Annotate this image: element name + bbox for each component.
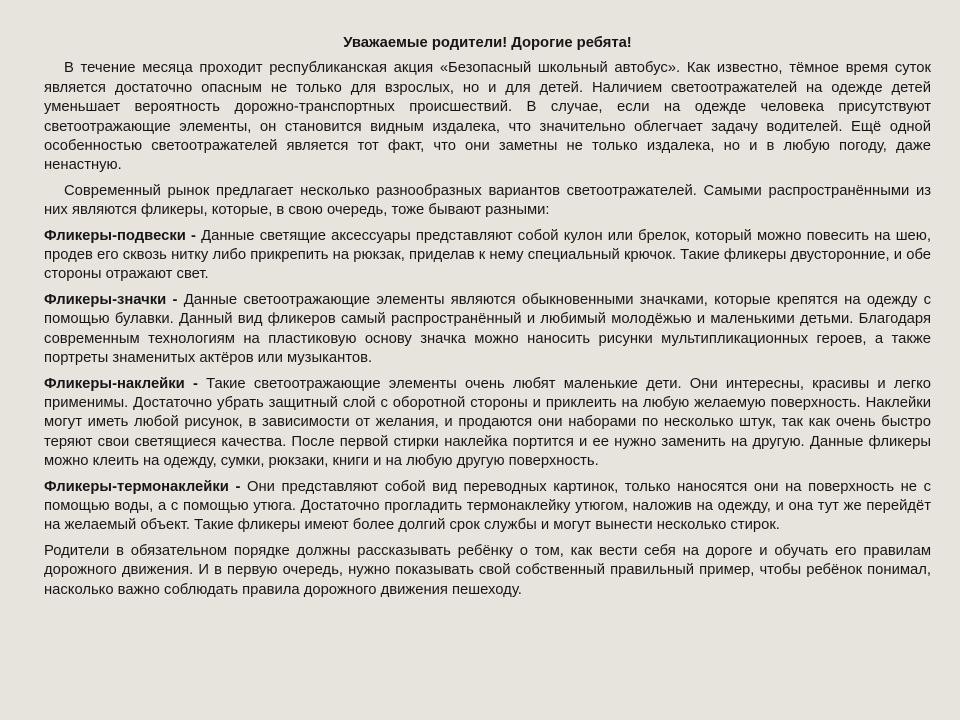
document-title: Уважаемые родители! Дорогие ребята! [343,35,632,51]
section-text-thermo-stickers: Они представляют собой вид переводных картинок, только наносятся они на поверхность не с помощью воды, а с помощью утюга. Достаточно прогладить термонаклейку утюгом, наложив на одежду, и она тут же перейдёт на желаемый объект. Такие фликеры имеют более долгий срок службы и могут вынести несколько стирок. [44,478,931,534]
section-badges [44,291,931,369]
section-text-stickers: Такие светоотражающие элементы очень любят маленькие дети. Они интересны, красивы и легко применимы. Достаточно убрать защитный слой с оборотной стороны и приклеить на любую желаемую поверхность. Наклейки могут иметь любой рисунок, в зависимости от желания, и продаются они наборами по несколько штук, так как очень быстро теряют свои светящиеся качества. После первой стирки наклейка портится и ее нужно заменить на другую. Данные фликеры можно клеить на одежду, сумки, рюкзаки, книги и на любую другую поверхность. [44,375,932,470]
section-text-pendants: Данные светящие аксессуары представляют собой кулон или брелок, который можно повесить на шею, продев его сквозь нитку либо прикрепить на рюкзак, приделав к нему специальный крючок. Такие фликеры двусторонние, и обе стороны отражают свет. [44,227,931,283]
closing-paragraph: Родители в обязательном порядке должны рассказывать ребёнку о том, как вести себя на дороге и обучать его правилам дорожного движения. И в первую очередь, нужно показывать свой собственный правильный пример, чтобы ребёнок понимал, насколько важно соблюдать правила дорожного движения пешеходу. [44,542,931,598]
section-heading-thermo-stickers: Фликеры-термонаклейки - [44,478,247,495]
section-heading-badges: Фликеры-значки - [44,291,184,308]
market-paragraph: Современный рынок предлагает несколько разнообразных вариантов светоотражателей. Самыми распространёнными из них являются фликеры, которые, в свою очередь, тоже бывают разными: [44,182,931,219]
section-heading-pendants: Фликеры-подвески - [44,227,202,244]
section-heading-stickers: Фликеры-наклейки - [44,375,207,392]
intro-paragraph: В течение месяца проходит республиканская акция «Безопасный школьный автобус». Как известно, тёмное время суток является достаточно опасным не только для взрослых, но и для детей. Наличием светоотражателей на одежде детей уменьшает вероятность дорожно-транспортных происшествий. В случае, если на одежде человека присутствуют светоотражающие элементы, он становится видным издалека, что значительно облегчает задачу водителей. Ещё одной особенностью светоотражателей является тот факт, что они заметны не только издалека, но и в любую погоду, даже ненастную. [44,60,931,174]
section-stickers [44,375,931,472]
section-thermo-stickers [44,478,931,536]
section-pendants [44,227,931,285]
section-text-badges: Данные светоотражающие элементы являются обыкновенными значками, которые крепятся на одежду с помощью булавки. Данный вид фликеров самый распространённый и любимый молодёжью и маленькими детьми. Благодаря современным технологиям на пластиковую основу значка можно наносить рисунки мультипликационных героев, а также портреты знаменитых актёров или музыкантов. [44,291,932,367]
